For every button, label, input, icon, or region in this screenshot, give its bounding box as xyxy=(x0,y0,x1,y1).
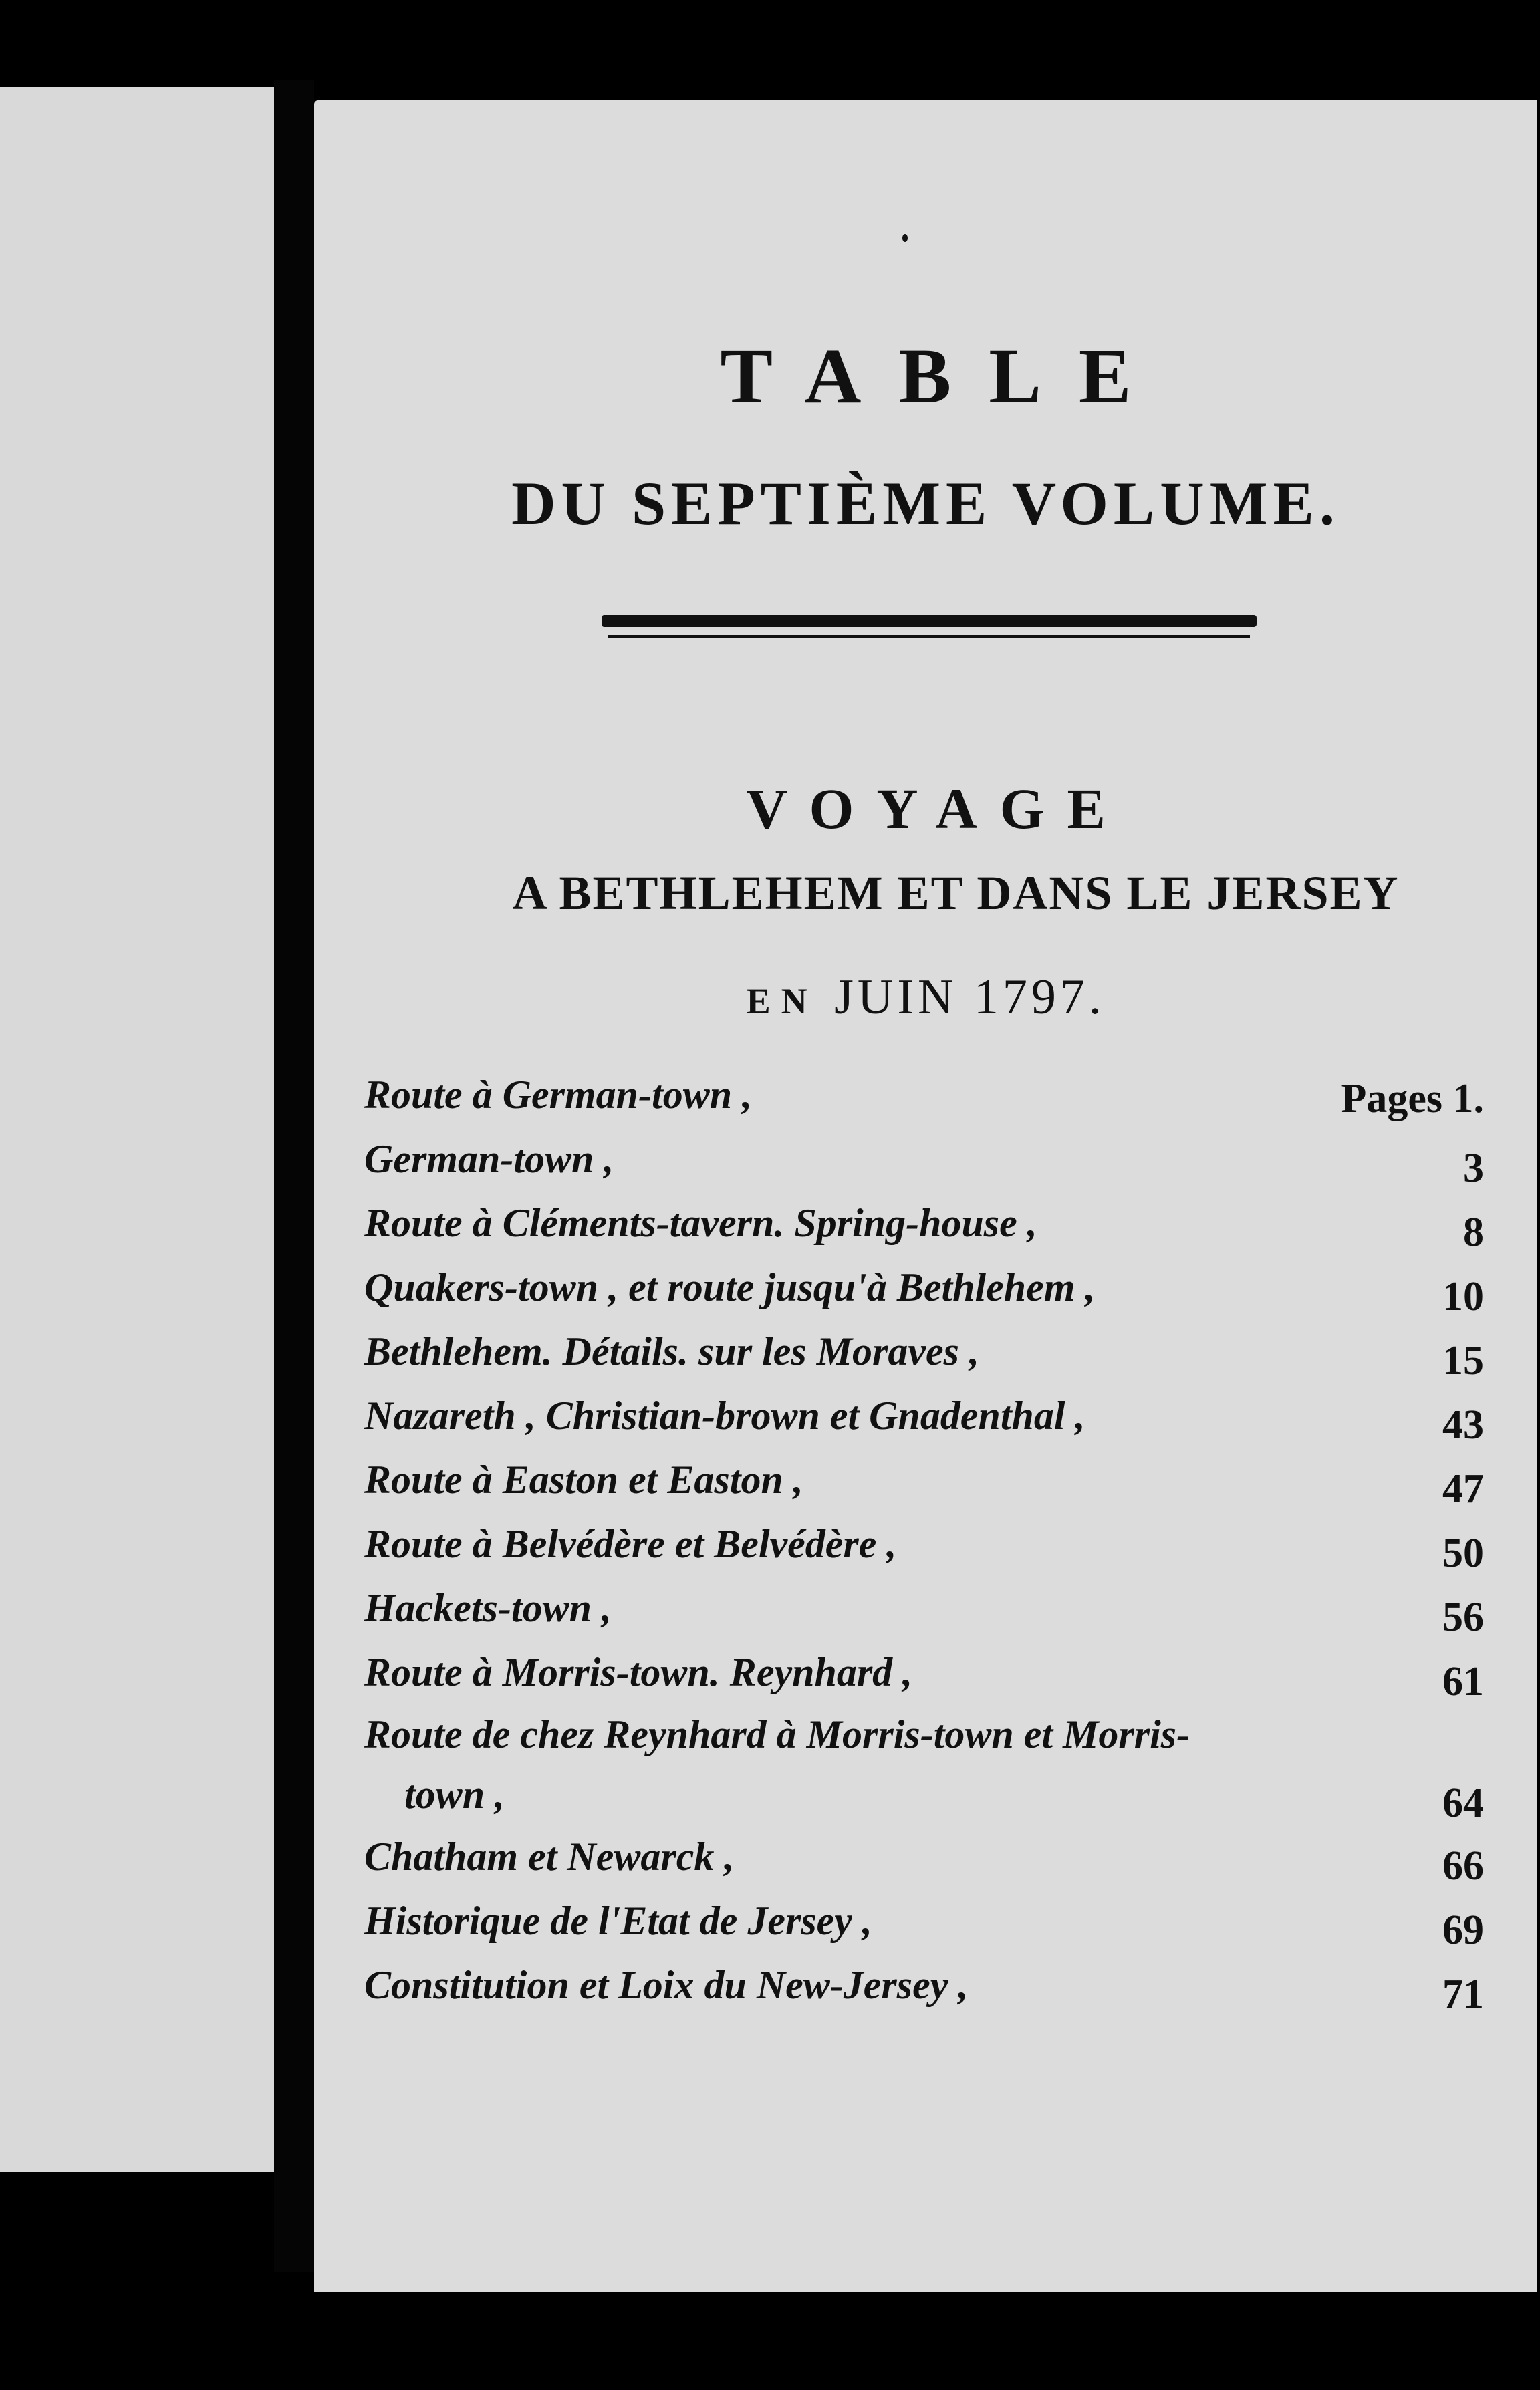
toc-entry-label: Bethlehem. Détails. sur les Moraves , xyxy=(364,1329,980,1373)
page-subtitle: DU SEPTIÈME VOLUME. xyxy=(511,469,1340,537)
toc-entry-page: 61 xyxy=(1442,1659,1484,1704)
double-rule-bottom xyxy=(608,635,1250,638)
toc-entry-label: Route à Cléments-tavern. Spring-house , xyxy=(364,1201,1037,1245)
toc-entry xyxy=(364,1889,1511,1953)
toc-entry-page: 43 xyxy=(1442,1402,1484,1448)
toc-entry-page: 47 xyxy=(1442,1466,1484,1512)
toc-entry-label: German-town , xyxy=(364,1137,614,1181)
toc-entry xyxy=(364,1127,1511,1191)
toc-entry xyxy=(364,1512,1511,1576)
toc-entry xyxy=(364,1448,1511,1512)
toc-entry-label-line1: Route de chez Reynhard à Morris-town et Morris- xyxy=(364,1712,1190,1756)
toc-entry-label: Route à Morris-town. Reynhard , xyxy=(364,1650,913,1694)
toc-entry-page: 3 xyxy=(1463,1146,1484,1191)
toc-entry-page: 71 xyxy=(1442,1972,1484,2017)
ink-speck xyxy=(902,234,908,242)
toc-entry xyxy=(364,1953,1511,2017)
section-heading: VOYAGE xyxy=(746,777,1128,841)
toc-entry-label: Nazareth , Christian-brown et Gnadenthal , xyxy=(364,1393,1085,1438)
date-year: 1797. xyxy=(973,970,1106,1025)
toc-entry-label xyxy=(364,1704,1287,1825)
toc-entry-page: 69 xyxy=(1442,1907,1484,1953)
table-of-contents-page xyxy=(314,100,1537,2292)
toc-entry-page: 15 xyxy=(1442,1338,1484,1383)
toc-entry-page: 64 xyxy=(1442,1780,1484,1826)
toc-entry-label-line2: town , xyxy=(404,1772,505,1817)
toc-entry xyxy=(364,1825,1511,1889)
toc-entry-page: 10 xyxy=(1442,1274,1484,1319)
double-rule-top xyxy=(602,615,1257,627)
toc-entry-page: 50 xyxy=(1442,1531,1484,1576)
section-date xyxy=(314,969,1537,1026)
toc-entry-label: Route à Easton et Easton , xyxy=(364,1458,803,1502)
toc-entry-page: 8 xyxy=(1463,1210,1484,1255)
toc-entry xyxy=(364,1640,1511,1704)
toc-entries xyxy=(364,1063,1511,2017)
date-prefix: EN xyxy=(746,981,818,1021)
date-month: JUIN xyxy=(834,970,958,1025)
toc-entry-label: Quakers-town , et route jusqu'à Bethlehem , xyxy=(364,1265,1096,1309)
toc-entry xyxy=(364,1063,1511,1127)
toc-entry-label: Route à Belvédère et Belvédère , xyxy=(364,1522,897,1566)
toc-entry-page: 66 xyxy=(1442,1843,1484,1889)
toc-entry-page: 56 xyxy=(1442,1595,1484,1640)
toc-entry xyxy=(364,1319,1511,1383)
toc-entry-label: Chatham et Newarck , xyxy=(364,1835,735,1879)
toc-entry-label: Constitution et Loix du New-Jersey , xyxy=(364,1963,969,2007)
toc-entry xyxy=(364,1576,1511,1640)
book-spine xyxy=(274,80,314,2272)
toc-entry-page: Pages 1. xyxy=(1341,1076,1484,1121)
toc-entry-label: Hackets-town , xyxy=(364,1586,612,1630)
toc-entry xyxy=(364,1191,1511,1255)
section-title: A BETHLEHEM ET DANS LE JERSEY xyxy=(512,866,1400,920)
toc-entry xyxy=(364,1383,1511,1448)
toc-entry xyxy=(364,1255,1511,1319)
toc-entry xyxy=(364,1704,1511,1825)
toc-entry-label: Route à German-town , xyxy=(364,1073,753,1117)
facing-page xyxy=(0,87,274,2172)
page-title: TABLE xyxy=(720,332,1169,420)
toc-entry-label: Historique de l'Etat de Jersey , xyxy=(364,1899,872,1943)
